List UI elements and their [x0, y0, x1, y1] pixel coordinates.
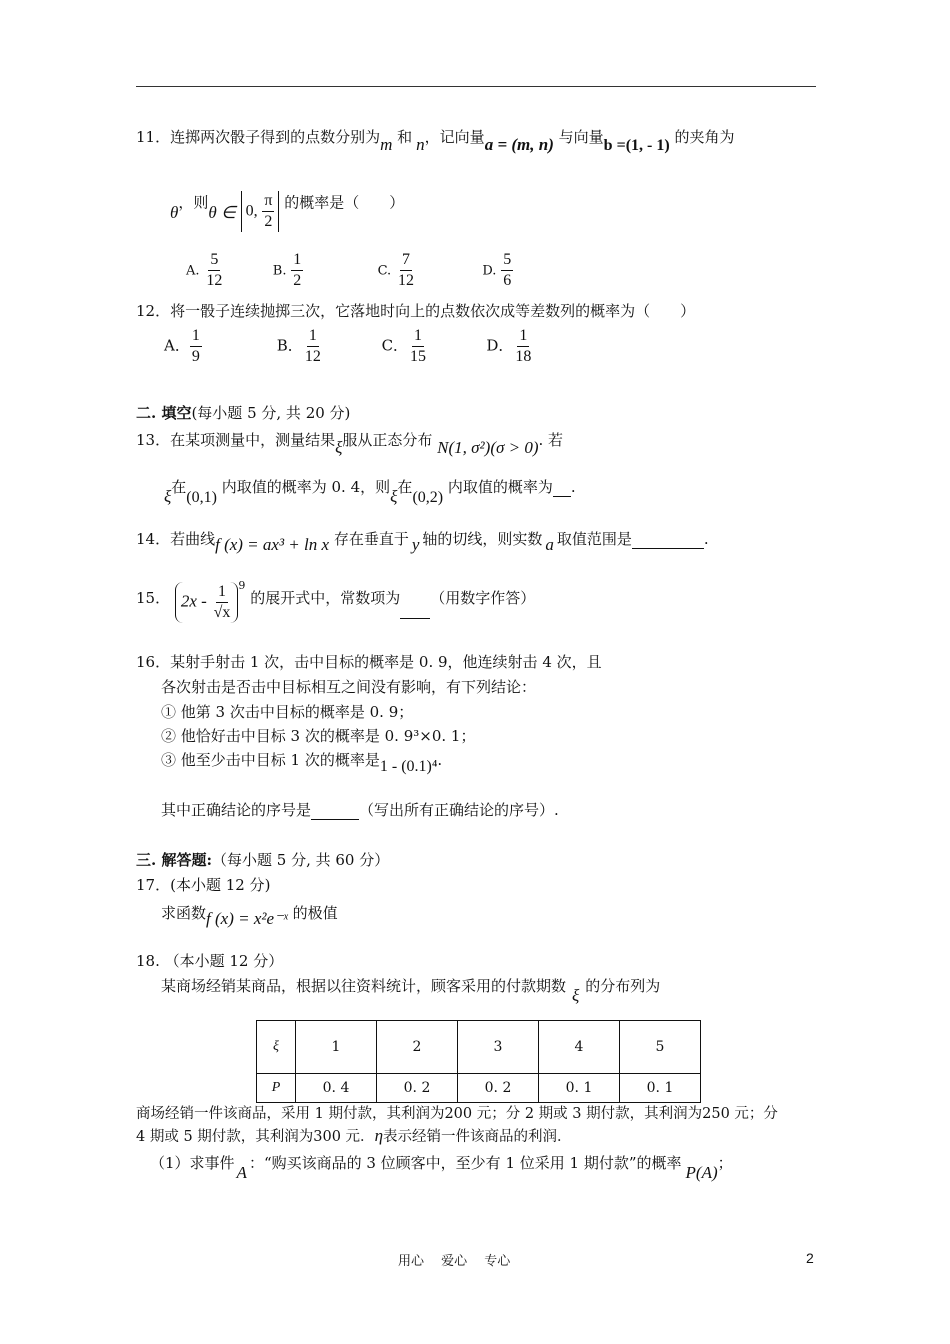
- q16-item2: ② 他恰好击中目标 3 次的概率是 0. 9³×0. 1；: [161, 727, 476, 745]
- page-footer: 用心 爱心 专心: [398, 1254, 511, 1269]
- answer-blank[interactable]: [311, 819, 359, 820]
- q17-body: 求函数f (x) = x²e⁻ˣ 的极值: [161, 904, 338, 928]
- normal-distribution: N(1, σ²)(σ > 0): [437, 438, 539, 457]
- vector-b: b =(1, - 1): [603, 137, 670, 154]
- q12-stem: 12．将一骰子连续抛掷三次，它落地时向上的点数依次成等差数列的概率为（ ）: [136, 302, 696, 320]
- page-number: 2: [806, 1250, 814, 1266]
- q15: 15． 2x - $\frac{1}{√x}$ $^9$ 的展开式中，常数项为 （用数字作答）: [136, 578, 536, 621]
- section-3-heading: 三. 解答题:（每小题 5 分, 共 60 分）: [136, 851, 390, 869]
- q18-paragraph-2: 4 期或 5 期付款，其利润为300 元．η表示经销一件该商品的利润．: [136, 1126, 572, 1145]
- option-a: A． $\frac{1}{9}$: [164, 327, 200, 365]
- option-c: C． $\frac{1}{15}$: [381, 327, 427, 365]
- q11-options: [186, 250, 542, 291]
- q18-paragraph-1: 商场经销一件该商品，采用 1 期付款，其利润为200 元；分 2 期或 3 期付款，其利润为250 元；分: [136, 1106, 778, 1122]
- option-b: B． $\frac{1}{12}$: [276, 327, 321, 365]
- option-c: C. $\frac{7}{12}$: [377, 251, 414, 289]
- header-rule: [136, 86, 816, 87]
- q13-line1: 13．在某项测量中，测量结果ξ服从正态分布 N(1, σ²)(σ > 0). 若: [136, 431, 564, 457]
- distribution-table: [256, 1020, 701, 1103]
- q16-item1: ① 他第 3 次击中目标的概率是 0. 9；: [161, 703, 414, 721]
- answer-blank[interactable]: [632, 548, 704, 549]
- q18-subquestion-1: （1）求事件 A ：“购买该商品的 3 位顾客中，至少有 1 位采用 1 期付款”的概率 P(A)；: [150, 1154, 733, 1182]
- vector-a: a = (m, n): [484, 135, 554, 154]
- answer-blank[interactable]: [400, 618, 430, 619]
- option-d: D． $\frac{1}{18}$: [486, 327, 532, 365]
- option-b: B. $\frac{1}{2}$: [272, 251, 302, 289]
- function-expression: f (x) = x²e⁻ˣ: [206, 909, 288, 928]
- q14: 14．若曲线f (x) = ax³ + ln x 存在垂直于 y 轴的切线，则实数 a 取值范围是 .: [136, 530, 709, 554]
- q16-final: 其中正确结论的序号是 （写出所有正确结论的序号）.: [161, 801, 559, 819]
- section-2-heading: 二. 填空(每小题 5 分, 共 20 分): [136, 404, 351, 422]
- option-d: D. $\frac{5}{6}$: [482, 251, 512, 289]
- curve-function: f (x) = ax³ + ln x: [215, 535, 330, 554]
- q16-item3: ③ 他至少击中目标 1 次的概率是1 - (0.1)⁴.: [161, 751, 443, 775]
- q18-intro: 某商场经销某商品，根据以往资料统计，顾客采用的付款期数 ξ 的分布列为: [161, 977, 661, 1005]
- q17-heading: 17．(本小题 12 分): [136, 876, 271, 894]
- binomial-expression: 2x - $\frac{1}{√x}$: [175, 582, 239, 623]
- answer-blank[interactable]: [553, 496, 571, 497]
- q18-heading: 18. （本小题 12 分）: [136, 952, 284, 970]
- q11-line1: 11．连掷两次骰子得到的点数分别为m 和 n，记向量a = (m, n) 与向量b =(1, - 1) 的夹角为: [136, 128, 735, 154]
- q13-line2: ξ在(0,1) 内取值的概率为 0. 4，则ξ在(0,2) 内取值的概率为 .: [164, 478, 576, 506]
- table-row: ξ 1 2 3 4 5: [257, 1021, 701, 1074]
- interval: 0, $\frac{\pi}{2}$: [241, 191, 280, 232]
- q16-line2: 各次射击是否击中目标相互之间没有影响，有下列结论：: [161, 678, 537, 696]
- q12-options: [164, 326, 546, 367]
- q16-line1: 16．某射手射击 1 次，击中目标的概率是 0. 9，他连续射击 4 次，且: [136, 653, 602, 671]
- option-a: A. $\frac{5}{12}$: [186, 251, 223, 289]
- table-row: P 0. 4 0. 2 0. 2 0. 1 0. 1: [257, 1074, 701, 1103]
- q11-line2: θ，则θ ∈ 0, $\frac{\pi}{2}$ 的概率是（ ）: [170, 192, 405, 230]
